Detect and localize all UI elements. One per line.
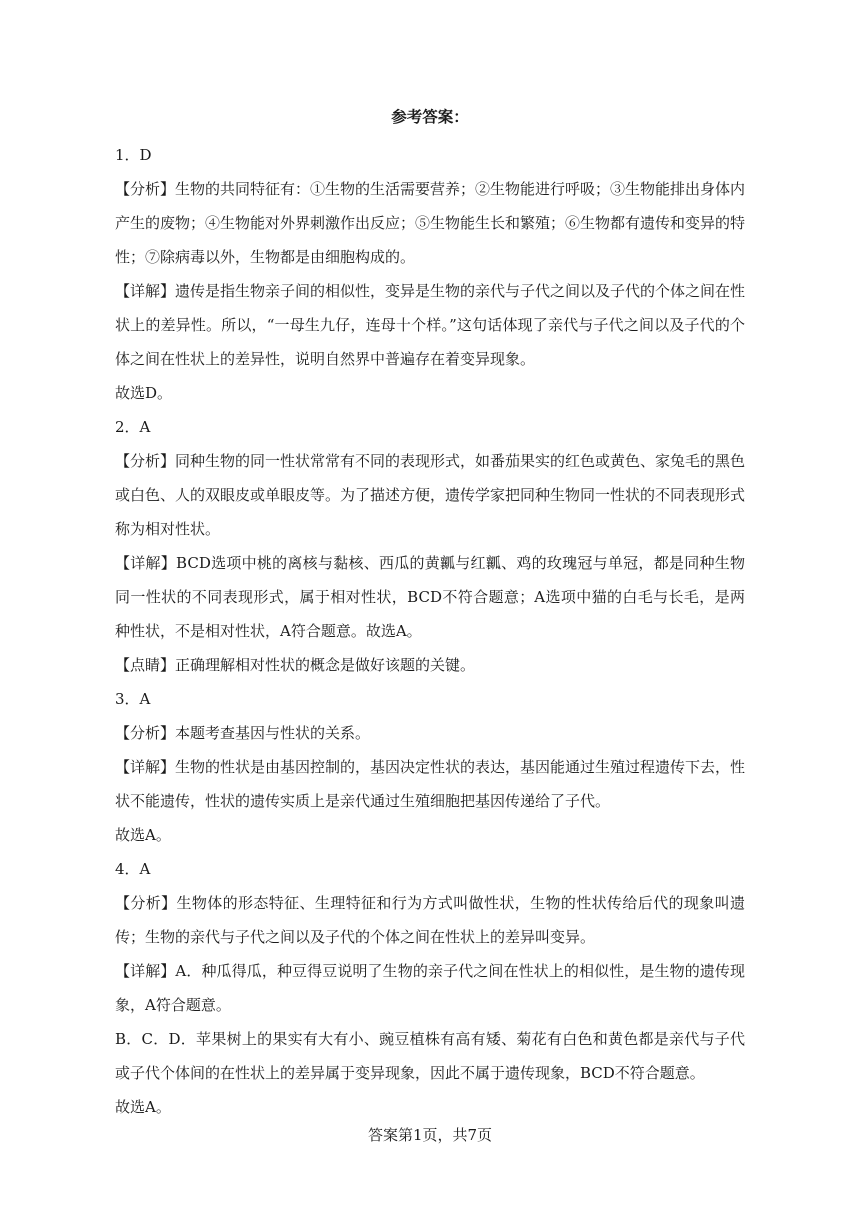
page-title: 参考答案： xyxy=(391,107,469,126)
answer-4-detail: 【详解】A．种瓜得瓜，种豆得豆说明了生物的亲子代之间在性状上的相似性，是生物的遗传现象，A符合题意。 xyxy=(115,962,745,1014)
answer-content xyxy=(115,104,745,1124)
answer-1-detail: 【详解】遗传是指生物亲子间的相似性，变异是生物的亲代与子代之间以及子代的个体之间在性状上的差异性。所以，“一母生九仔，连母十个样。”这句话体现了亲代与子代之间以及子代的个体之间在性状上的差异性，说明自然界中普遍存在着变异现象。 xyxy=(115,282,746,368)
answer-3-detail: 【详解】生物的性状是由基因控制的，基因决定性状的表达，基因能通过生殖过程遗传下去，性状不能遗传，性状的遗传实质上是亲代通过生殖细胞把基因传递给了子代。 xyxy=(115,758,746,810)
answer-2-number: 2．A xyxy=(115,418,151,436)
answer-3-analysis: 【分析】本题考查基因与性状的关系。 xyxy=(115,724,371,742)
answer-1-number: 1．D xyxy=(115,146,152,164)
answer-3-conclusion: 故选A。 xyxy=(115,826,171,844)
answer-2-remark: 【点睛】正确理解相对性状的概念是做好该题的关键。 xyxy=(115,656,476,674)
page-footer: 答案第1页，共7页 xyxy=(367,1126,493,1144)
answer-2-analysis: 【分析】同种生物的同一性状常常有不同的表现形式，如番茄果实的红色或黄色、家兔毛的黑色或白色、人的双眼皮或单眼皮等。为了描述方便，遗传学家把同种生物同一性状的不同表现形式称为相对性状。 xyxy=(115,452,746,538)
answer-1-analysis: 【分析】生物的共同特征有：①生物的生活需要营养；②生物能进行呼吸；③生物能排出身体内产生的废物；④生物能对外界刺激作出反应；⑤生物能生长和繁殖；⑥生物都有遗传和变异的特性；⑦除病毒以外，生物都是由细胞构成的。 xyxy=(115,180,746,266)
answer-4-conclusion: 故选A。 xyxy=(115,1098,171,1116)
answer-4-number: 4．A xyxy=(115,860,151,878)
answer-4-analysis: 【分析】生物体的形态特征、生理特征和行为方式叫做性状，生物的性状传给后代的现象叫遗传；生物的亲代与子代之间以及子代的个体之间在性状上的差异叫变异。 xyxy=(115,894,745,946)
answer-3-number: 3．A xyxy=(115,690,151,708)
answer-2-detail: 【详解】BCD选项中桃的离核与黏核、西瓜的黄瓤与红瓤、鸡的玫瑰冠与单冠，都是同种生物同一性状的不同表现形式，属于相对性状，BCD不符合题意；A选项中猫的白毛与长毛，是两种性状，不是相对性状，A符合题意。故选A。 xyxy=(115,554,745,640)
answer-4-detail-bcd: B．C．D．苹果树上的果实有大有小、豌豆植株有高有矮、菊花有白色和黄色都是亲代与子代或子代个体间的在性状上的差异属于变异现象，因此不属于遗传现象，BCD不符合题意。 xyxy=(115,1030,745,1082)
answer-1-conclusion: 故选D。 xyxy=(115,384,173,402)
